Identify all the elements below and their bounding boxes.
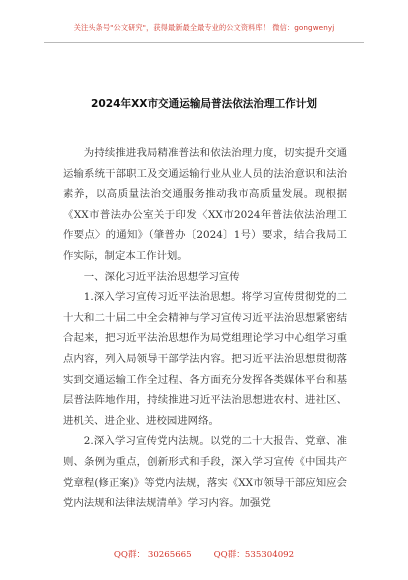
- body-paragraph: 2.深入学习宣传党内法规。以党的二十大报告、党章、准则、条例为重点，创新形式和手段，深入学习宣传《中国共产党章程(修正案)》等党内法规，落实《XX市领导干部应知应会党内法规和法律法规清单》学习内容。加强党: [63, 435, 347, 510]
- document-title: 2024年XX市交通运输局普法依法治理工作计划: [91, 98, 317, 110]
- footer-qq-group-1: QQ群： 30265665: [113, 550, 192, 560]
- section-heading: 一、深化习近平法治思想学习宣传: [83, 270, 240, 283]
- footer-qq-group-2: QQ群：535304092: [213, 550, 295, 560]
- header-divider: [44, 42, 364, 43]
- document-body: [63, 143, 347, 514]
- intro-paragraph: 为持续推进我局精准普法和依法治理力度，切实提升交通运输系统干部职工及交通运输行业从业人员的法治意识和法治素养，以高质量法治交通服务推动我市高质量发展。现根据《XX市普法办公室关于印发〈XX市2024年普法依法治理工作要点〉的通知》（肇普办〔2024〕1号）要求，结合我局工作实际，制定本工作计划。: [63, 147, 347, 262]
- body-paragraph: 1.深入学习宣传习近平法治思想。将学习宣传贯彻党的二十大和二十届二中全会精神与学习宣传习近平法治思想紧密结合起来，把习近平法治思想作为局党组理论学习中心组学习重点内容，列入局领导干部学法内容。把习近平法治思想贯彻落实到交通运输工作全过程、各方面充分发挥各类媒体平台和基层普法阵地作用，持续推进习近平法治思想进农村、进社区、进机关、进企业、进校园进网络。: [63, 291, 347, 427]
- header-banner: 关注头条号"公文研究"，获得最新最全最专业的公文资料库！ 微信：gongwenyj: [73, 23, 335, 32]
- footer-contacts: [0, 548, 408, 560]
